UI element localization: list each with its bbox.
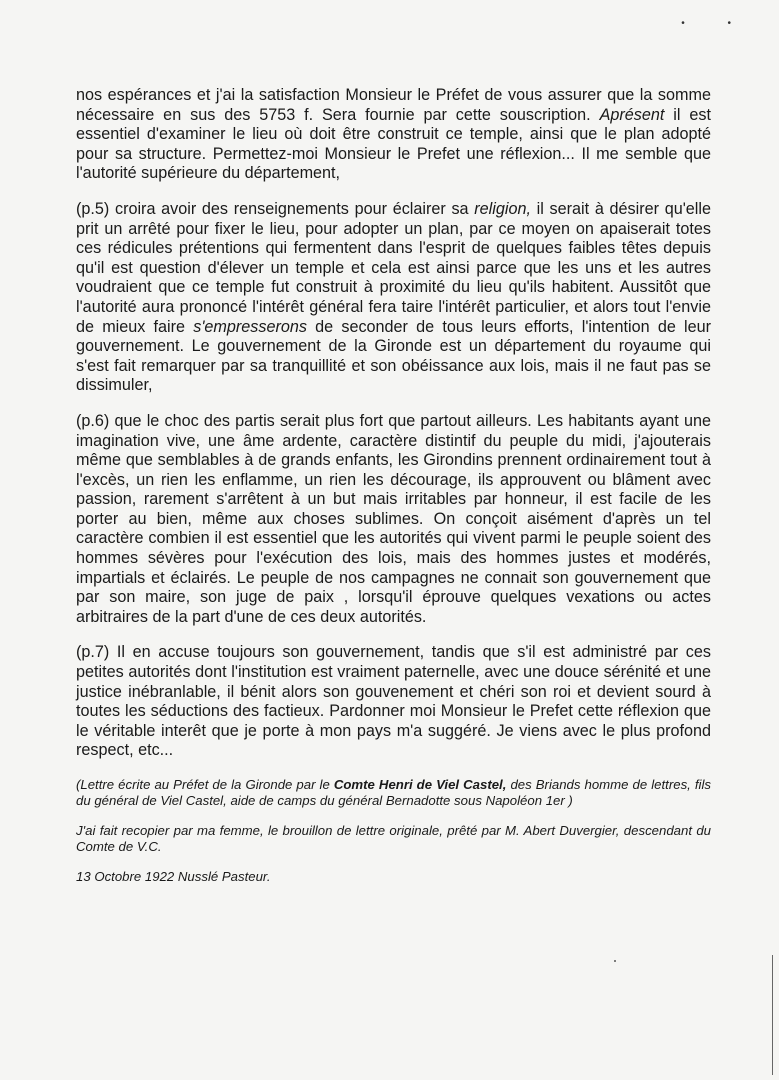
scan-edge-line [772,955,773,1075]
paragraph-2-italic-b: religion, [474,199,531,218]
paragraph-4: (p.7) Il en accuse toujours son gouvernement, tandis que s'il est administré par ces petites autorités dont l'institution est vraiment paternelle, avec une douce sérénité et une justice inébranlable, il bénit alors son gouvenement et chéri son roi et devient sourd à toutes les séductions des factieux. Pardonner moi Monsieur le Prefet cette réflexion que le véritable interêt que je porte à mon pays m'a suggéré. Je viens avec le plus profond respect, etc... [76,643,711,760]
paragraph-1 [76,86,711,184]
paragraph-2-text-c: il serait à désirer qu'elle prit un arrêté pour fixer le lieu, pour adopter un plan, par ce moyen on apaiserait totes ces rédicules prétentions qui fermentent dans l'esprit de quelques faibles têtes depuis qu'il est question d'élever un temple et cela est ainsi parce que les uns et les autres voudraient que ce temple fut construit à proximité du lieu qu'ils habitent. Aussitôt que l'autorité aura prononcé l'intérêt général fera taire l'intérêt particulier, et alors tout l'envie de mieux faire [76,199,711,336]
paragraph-1-text-c: il est essentiel d'examiner le lieu où doit être construit ce temple, ainsi que le plan adopté pour sa structure. Permettez-moi Monsieur le Prefet une réflexion... Il me semble que l'autorité supérieure du département, [76,105,711,183]
footnote-copy-note: J'ai fait recopier par ma femme, le brouillon de lettre originale, prêté par M. Abert Duvergier, descendant du Comte de V.C. [76,823,711,854]
footnote-1-text-a: (Lettre écrite au Préfet de la Gironde par le [76,777,334,792]
paragraph-1-text-a: nos espérances et j'ai la satisfaction Monsieur le Préfet de vous assurer que la somme nécessaire en sus des 5753 f. Sera fournie par cette souscription. [76,86,711,124]
paragraph-3: (p.6) que le choc des partis serait plus fort que partout ailleurs. Les habitants ayant une imagination vive, une âme ardente, caractère distintif du peuple du midi, j'ajouterais même que semblables à de grands enfants, les Girondins prennent ordinairement tout à l'excès, un rien les enflamme, un rien les décourage, ils approuvent ou blâment avec passion, rarement s'arrêtent à un but mais irritables par honneur, il est facile de les porter au bien, même aux choses sublimes. On conçoit aisément d'après un tel caractère combien il est essentiel que les autorités qui vivent parmi le peuple soient des hommes sévères pour l'exécution des lois, mais des hommes justes et modérés, impartials et éclairés. Le peuple de nos campagnes ne connait son gouvernement que par son maire, son juge de paix , lorsqu'il éprouve quelques vexations ou actes arbitraires de la part d'une de ces deux autorités. [76,411,711,626]
paragraph-2 [76,200,711,396]
paragraph-2-text-a: (p.5) croira avoir des renseignements pour éclairer sa [76,199,475,218]
paragraph-2-italic-d: s'empresserons [193,317,307,336]
paragraph-2-text-e: de seconder de tous leurs efforts, l'intention de leur gouvernement. Le gouvernement de la Gironde est un département du royaume qui s'est fait remarquer par sa tranquillité et son obéissance aux lois, mais il ne faut pas se dissimuler, [76,317,711,395]
scan-speck [614,960,616,962]
footnote-1-author: Comte Henri de Viel Castel, [333,777,507,792]
signature-date: 13 Octobre 1922 Nusslé Pasteur. [76,869,271,884]
paragraph-1-italic: Aprésent [599,105,665,124]
footnote-1-text-c: des Briands homme de lettres, fils du général de Viel Castel, aide de camps du général Bernadotte sous Napoléon 1er ) [76,777,711,808]
letter-body [76,86,711,885]
corner-marks: • • [681,18,751,29]
footnote-attribution [76,777,711,809]
